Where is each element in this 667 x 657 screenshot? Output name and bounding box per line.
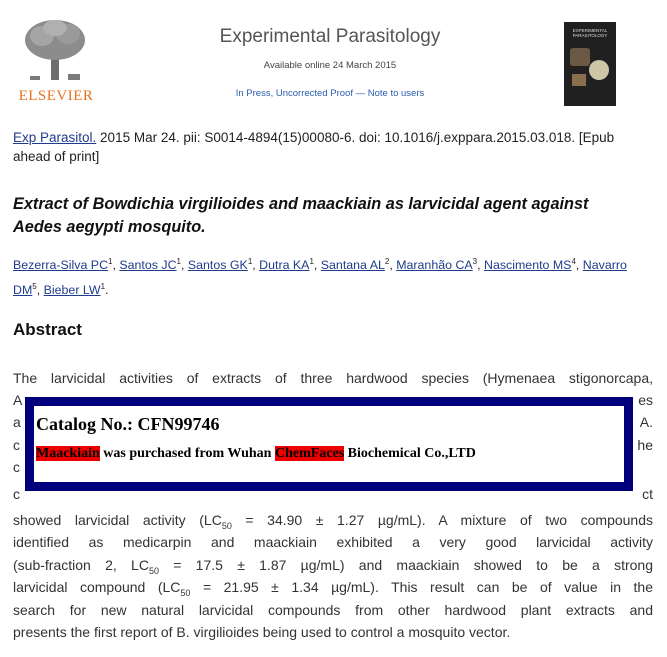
compound-name: Maackiain [36, 446, 100, 461]
abstract-line: presents the first report of B. virgilioides being used to control a mosquito vector. [13, 624, 511, 640]
author-affiliation: 4 [571, 257, 576, 266]
author-link[interactable]: Santos JC [119, 258, 177, 273]
author-link[interactable]: Navarro DM [13, 258, 627, 298]
author-list: Bezerra-Silva $PC^1$, Santos $JC^1$, Santos $GK^1$, Dutra $KA^1$, Santana $AL^2$, Maranhão $CA^3$, Nascimento $MS^4$, Navarro $DM^5$, Bieber $LW^1$. [13, 257, 627, 298]
author-link[interactable]: Nascimento MS [484, 258, 572, 273]
author-link[interactable]: Dutra KA [259, 258, 310, 273]
author-link[interactable]: Santana AL [320, 258, 385, 273]
cover-art [570, 48, 590, 66]
abstract-line: c [13, 459, 20, 475]
journal-link[interactable]: Exp Parasitol. [13, 130, 97, 145]
abstract-line: A es [13, 392, 653, 408]
author-affiliation: 5 [32, 282, 37, 292]
journal-title[interactable]: Experimental Parasitology [219, 26, 441, 47]
elsevier-logo[interactable] [12, 18, 100, 108]
catalog-number: Catalog No.: CFN99746 [36, 414, 220, 434]
company-name: ChemFaces [274, 446, 345, 461]
citation-details: 2015 Mar 24. pii: S0014-4894(15)00080-6. doi: 10.1016/j.exppara.2015.03.018. [Epub [96, 130, 615, 145]
author-affiliation: 2 [384, 257, 390, 266]
cover-art [589, 60, 609, 80]
purchase-note: Maackiain was purchased from Wuhan ChemFaces Biochemical Co.,LTD [36, 446, 476, 461]
abstract-line: (sub-fraction 2, $LC_{50} = 17.5 \pm 1.87$ µg/mL) and maackiain showed to be a strong [13, 557, 654, 576]
banner-content [34, 406, 624, 482]
author-affiliation: 1 [309, 257, 314, 266]
author-affiliation: 1 [100, 282, 106, 292]
author-affiliation: 1 [247, 257, 253, 266]
abstract-line: c ct [13, 486, 653, 502]
cover-art [572, 74, 586, 86]
author-link[interactable]: Santos GK [187, 258, 248, 273]
abstract-heading: Abstract [13, 320, 82, 339]
elsevier-wordmark: ELSEVIER [18, 88, 94, 104]
author-affiliation: 3 [472, 257, 478, 266]
journal-header [0, 0, 667, 122]
abstract-line: showed larvicidal activity ($LC_{50} = 34.90 \pm 1.27$ µg/mL). A mixture of two compounds [13, 512, 654, 531]
cover-title: EXPERIMENTAL PARASITOLOGY [572, 28, 608, 38]
article-title: Extract of Bowdichia virgilioides and maackiain as larvicidal agent against Aedes aegypti mosquito. [13, 195, 589, 236]
author-affiliation: 1 [176, 257, 181, 266]
abstract-line: The larvicidal activities of extracts of three hardwood species (Hymenaea stigonorcapa, [13, 370, 653, 386]
citation-epub: ahead of print] [13, 149, 100, 164]
author-link[interactable]: Bieber LW [43, 283, 101, 298]
author-link[interactable]: Maranhão CA [396, 258, 473, 273]
author-affiliation: 1 [108, 257, 113, 266]
abstract-line: a A. [13, 414, 653, 430]
citation [13, 128, 638, 166]
abstract-line: c he [13, 437, 653, 453]
abstract-line: identified as medicarpin and maackiain exhibited a very good larvicidal activity [13, 534, 653, 550]
abstract-line: larvicidal compound ($LC_{50} = 21.95 \pm 1.34$ µg/mL). This result can be of value in the [13, 579, 653, 598]
abstract-line: search for new natural larvicidal compounds from other hardwood plant extracts and [13, 602, 653, 618]
journal-cover-image[interactable] [564, 22, 616, 106]
proof-note-link[interactable]: In Press, Uncorrected Proof — Note to users [235, 88, 425, 99]
elsevier-tree-icon [22, 18, 88, 82]
online-date: Available online 24 March 2015 [263, 60, 397, 71]
author-link[interactable]: Bezerra-Silva PC [13, 258, 109, 273]
catalog-banner [25, 397, 633, 491]
